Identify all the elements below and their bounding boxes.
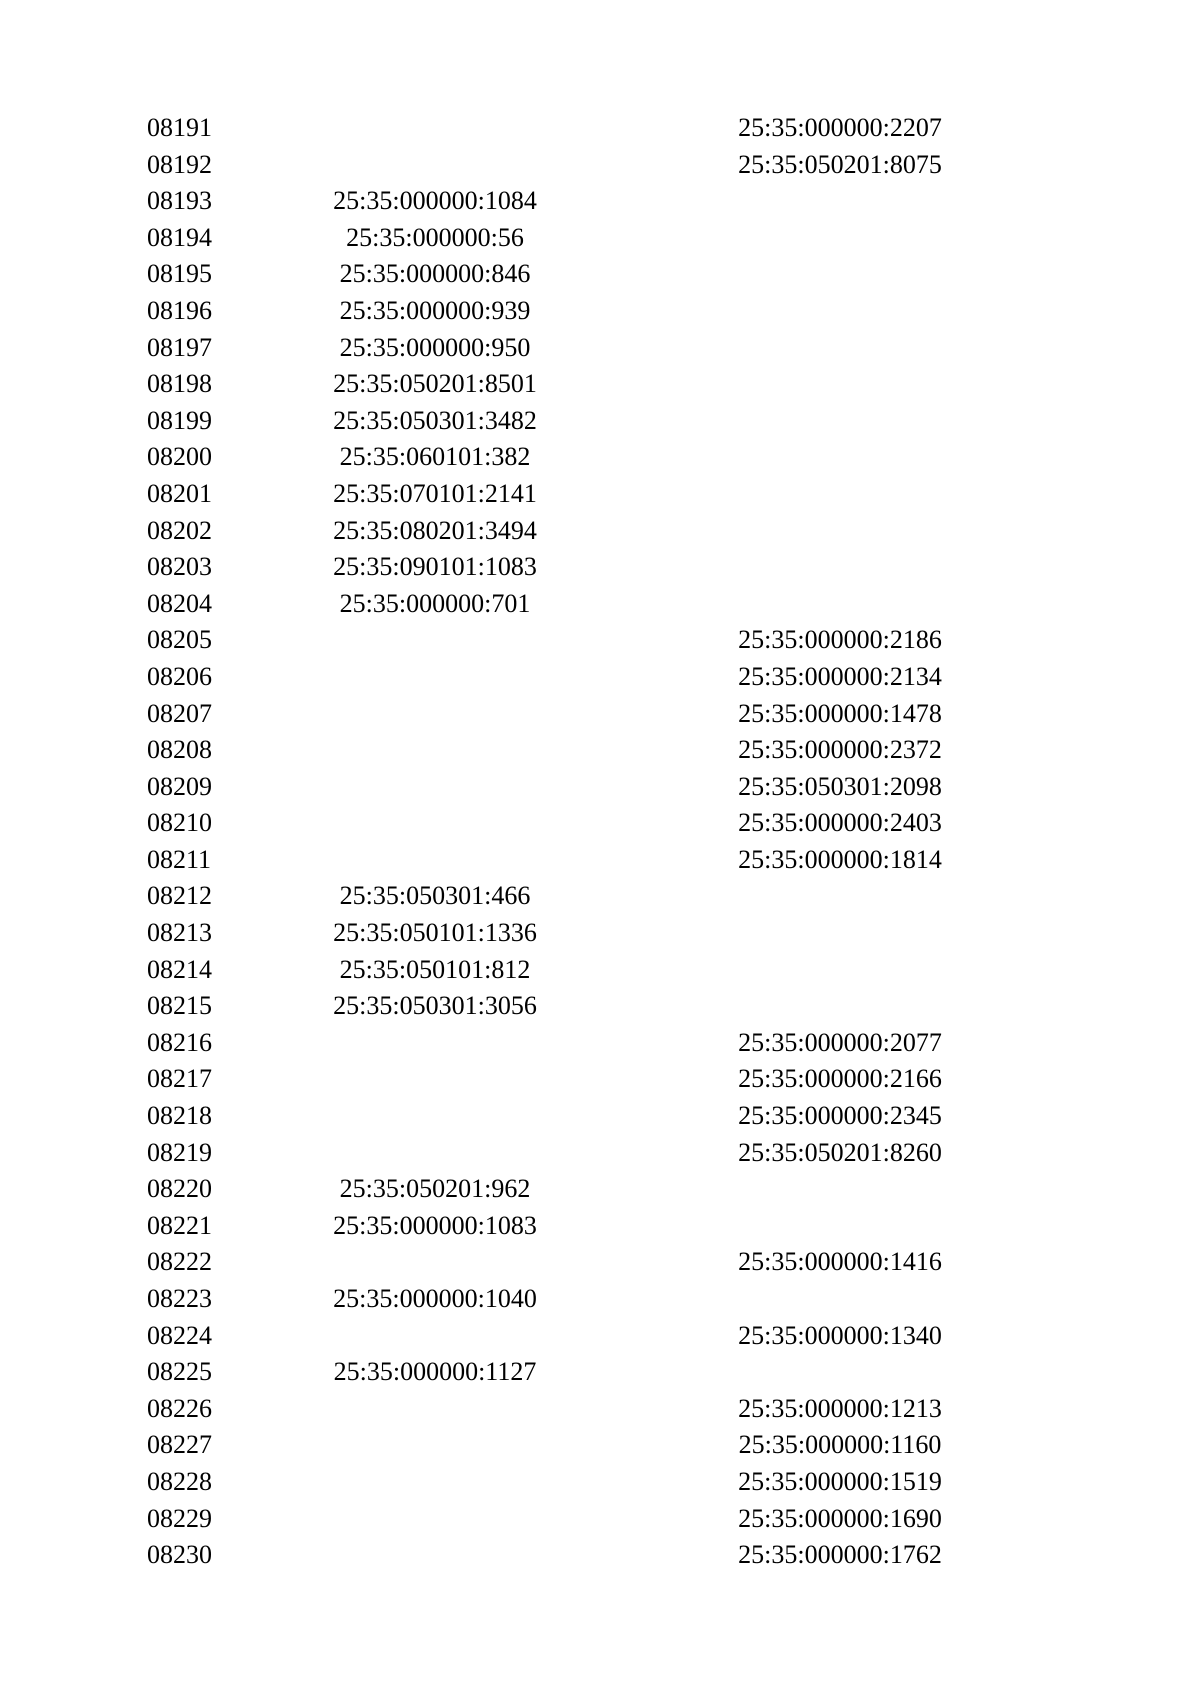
- table-row: [147, 220, 967, 257]
- column-spacer: [583, 513, 713, 550]
- column-spacer: [583, 1061, 713, 1098]
- table-row: [147, 549, 967, 586]
- column-spacer: [583, 1244, 713, 1281]
- table-row: [147, 1537, 967, 1574]
- cadastral-number-right: [713, 1208, 967, 1245]
- cadastral-number-left: [287, 659, 583, 696]
- table-body: [147, 110, 967, 1574]
- table-row: [147, 1281, 967, 1318]
- cadastral-number-right: 25:35:000000:1519: [738, 1466, 942, 1496]
- cadastral-number-right: 25:35:000000:1762: [738, 1540, 942, 1570]
- table-row: [147, 330, 967, 367]
- column-spacer: [583, 1427, 713, 1464]
- table-row: [147, 110, 967, 147]
- row-number: 08207: [147, 698, 212, 728]
- row-number: 08191: [147, 113, 212, 142]
- cadastral-number-left: 25:35:080201:3494: [333, 515, 537, 545]
- column-spacer: [583, 952, 713, 989]
- table-row: [147, 1098, 967, 1135]
- column-spacer: [583, 1098, 713, 1135]
- cadastral-number-right: 25:35:000000:2403: [738, 808, 942, 838]
- column-spacer: [583, 1464, 713, 1501]
- column-spacer: [583, 842, 713, 879]
- table-row: [147, 1061, 967, 1098]
- row-number: 08219: [147, 1137, 212, 1167]
- column-spacer: [583, 549, 713, 586]
- cadastral-number-left: [287, 1025, 583, 1062]
- row-number: 08195: [147, 259, 212, 289]
- cadastral-number-right: 25:35:050201:8075: [738, 149, 942, 179]
- table-row: [147, 256, 967, 293]
- cadastral-number-left: 25:35:000000:1127: [333, 1357, 537, 1387]
- cadastral-number-right: [713, 586, 967, 623]
- row-number: 08223: [147, 1284, 212, 1313]
- table-row: [147, 659, 967, 696]
- table-row: [147, 1427, 967, 1464]
- cadastral-number-left: 25:35:050301:3482: [333, 405, 537, 435]
- cadastral-number-right: [713, 549, 967, 586]
- row-number: 08217: [147, 1064, 212, 1094]
- column-spacer: [583, 1501, 713, 1538]
- column-spacer: [583, 805, 713, 842]
- cadastral-number-left: 25:35:000000:1040: [333, 1284, 537, 1313]
- column-spacer: [583, 878, 713, 915]
- cadastral-number-left: [287, 805, 583, 842]
- cadastral-number-right: 25:35:050201:8260: [738, 1137, 942, 1167]
- cadastral-number-left: [287, 622, 583, 659]
- table-row: [147, 293, 967, 330]
- cadastral-number-left: 25:35:000000:939: [339, 295, 531, 325]
- column-spacer: [583, 1135, 713, 1172]
- row-number: 08216: [147, 1027, 212, 1057]
- cadastral-number-left: [287, 1098, 583, 1135]
- cadastral-number-left: 25:35:050101:812: [339, 954, 531, 984]
- cadastral-number-left: [287, 732, 583, 769]
- table-row: [147, 439, 967, 476]
- cadastral-number-left: 25:35:090101:1083: [333, 552, 537, 582]
- cadastral-number-right: [713, 476, 967, 513]
- row-number: 08227: [147, 1430, 212, 1460]
- cadastral-number-right: 25:35:000000:2134: [738, 661, 942, 691]
- cadastral-number-right: 25:35:000000:2186: [738, 625, 942, 655]
- column-spacer: [583, 988, 713, 1025]
- table-row: [147, 1391, 967, 1428]
- table-row: [147, 403, 967, 440]
- column-spacer: [583, 256, 713, 293]
- cadastral-number-right: [713, 878, 967, 915]
- row-number: 08200: [147, 442, 212, 472]
- cadastral-number-right: 25:35:000000:1416: [738, 1247, 942, 1277]
- row-number: 08214: [147, 954, 212, 984]
- cadastral-number-left: [287, 1135, 583, 1172]
- cadastral-number-right: 25:35:000000:2207: [738, 113, 942, 142]
- table-row: [147, 1464, 967, 1501]
- cadastral-number-left: 25:35:050201:8501: [333, 369, 537, 399]
- cadastral-number-right: [713, 330, 967, 367]
- column-spacer: [583, 915, 713, 952]
- column-spacer: [583, 1281, 713, 1318]
- cadastral-number-left: [287, 1537, 583, 1574]
- row-number: 08206: [147, 661, 212, 691]
- table-row: [147, 147, 967, 184]
- row-number: 08226: [147, 1393, 212, 1423]
- row-number: 08218: [147, 1101, 212, 1131]
- table-row: [147, 1244, 967, 1281]
- table-row: [147, 1318, 967, 1355]
- cadastral-number-right: [713, 293, 967, 330]
- row-number: 08201: [147, 478, 212, 508]
- row-number: 08215: [147, 991, 212, 1021]
- column-spacer: [583, 1171, 713, 1208]
- table-row: [147, 366, 967, 403]
- row-number: 08222: [147, 1247, 212, 1277]
- table-row: [147, 1501, 967, 1538]
- cadastral-number-left: [287, 110, 583, 147]
- cadastral-number-right: 25:35:000000:2345: [738, 1101, 942, 1131]
- column-spacer: [583, 732, 713, 769]
- cadastral-number-right: 25:35:000000:1213: [738, 1393, 942, 1423]
- cadastral-number-left: 25:35:050101:1336: [333, 918, 537, 948]
- row-number: 08192: [147, 149, 212, 179]
- row-number: 08208: [147, 735, 212, 765]
- table-row: [147, 915, 967, 952]
- cadastral-number-left: 25:35:070101:2141: [333, 478, 537, 508]
- table-row: [147, 769, 967, 806]
- column-spacer: [583, 330, 713, 367]
- cadastral-number-right: [713, 988, 967, 1025]
- row-number: 08199: [147, 405, 212, 435]
- table-row: [147, 1208, 967, 1245]
- row-number: 08228: [147, 1466, 212, 1496]
- column-spacer: [583, 769, 713, 806]
- row-number: 08212: [147, 881, 212, 911]
- table-row: [147, 1171, 967, 1208]
- cadastral-number-right: [713, 220, 967, 257]
- table-row: [147, 1135, 967, 1172]
- table-row: [147, 842, 967, 879]
- cadastral-number-right: [713, 366, 967, 403]
- cadastral-number-left: [287, 696, 583, 733]
- row-number: 08229: [147, 1503, 212, 1533]
- cadastral-number-left: 25:35:000000:701: [339, 588, 531, 618]
- cadastral-number-left: 25:35:000000:56: [346, 222, 524, 252]
- cadastral-number-right: 25:35:000000:1478: [738, 698, 942, 728]
- column-spacer: [583, 586, 713, 623]
- column-spacer: [583, 220, 713, 257]
- row-number: 08196: [147, 295, 212, 325]
- cadastral-number-left: [287, 1464, 583, 1501]
- column-spacer: [583, 110, 713, 147]
- row-number: 08202: [147, 515, 212, 545]
- cadastral-number-right: 25:35:000000:2077: [738, 1027, 942, 1057]
- cadastral-number-right: 25:35:000000:1160: [738, 1430, 942, 1460]
- cadastral-number-left: 25:35:050201:962: [339, 1174, 531, 1204]
- row-number: 08205: [147, 625, 212, 655]
- cadastral-number-right: [713, 1281, 967, 1318]
- column-spacer: [583, 1025, 713, 1062]
- cadastral-number-left: 25:35:000000:950: [339, 332, 531, 362]
- cadastral-number-left: [287, 769, 583, 806]
- row-number: 08193: [147, 186, 212, 216]
- cadastral-number-left: [287, 1244, 583, 1281]
- column-spacer: [583, 1208, 713, 1245]
- cadastral-number-right: 25:35:050301:2098: [738, 771, 942, 801]
- cadastral-number-left: 25:35:060101:382: [339, 442, 531, 472]
- column-spacer: [583, 403, 713, 440]
- row-number: 08211: [147, 844, 212, 874]
- cadastral-number-left: [287, 1427, 583, 1464]
- table-row: [147, 1025, 967, 1062]
- column-spacer: [583, 1537, 713, 1574]
- row-number: 08210: [147, 808, 212, 838]
- cadastral-number-right: [713, 256, 967, 293]
- column-spacer: [583, 622, 713, 659]
- row-number: 08224: [147, 1320, 212, 1350]
- table-row: [147, 988, 967, 1025]
- column-spacer: [583, 1318, 713, 1355]
- row-number: 08194: [147, 222, 212, 252]
- table-row: [147, 878, 967, 915]
- cadastral-number-right: 25:35:000000:2372: [738, 735, 942, 765]
- table-row: [147, 952, 967, 989]
- cadastral-number-right: 25:35:000000:1814: [738, 844, 942, 874]
- table-row: [147, 183, 967, 220]
- row-number: 08203: [147, 552, 212, 582]
- cadastral-number-right: [713, 183, 967, 220]
- cadastral-number-right: 25:35:000000:2166: [738, 1064, 942, 1094]
- table-row: [147, 805, 967, 842]
- cadastral-number-right: [713, 403, 967, 440]
- table-row: [147, 513, 967, 550]
- cadastral-number-right: [713, 439, 967, 476]
- cadastral-number-left: 25:35:000000:1083: [333, 1210, 537, 1240]
- cadastral-number-left: [287, 1061, 583, 1098]
- cadastral-number-right: [713, 1171, 967, 1208]
- table-row: [147, 732, 967, 769]
- column-spacer: [583, 659, 713, 696]
- cadastral-number-right: 25:35:000000:1690: [738, 1503, 942, 1533]
- cadastral-number-left: 25:35:050301:466: [339, 881, 531, 911]
- column-spacer: [583, 476, 713, 513]
- cadastral-number-left: [287, 1501, 583, 1538]
- column-spacer: [583, 147, 713, 184]
- row-number: 08213: [147, 918, 212, 948]
- column-spacer: [583, 439, 713, 476]
- column-spacer: [583, 1391, 713, 1428]
- cadastral-number-left: [287, 1318, 583, 1355]
- column-spacer: [583, 696, 713, 733]
- column-spacer: [583, 1354, 713, 1391]
- cadastral-number-left: [287, 842, 583, 879]
- cadastral-number-right: [713, 952, 967, 989]
- row-number: 08198: [147, 369, 212, 399]
- row-number: 08230: [147, 1540, 212, 1570]
- row-number: 08220: [147, 1174, 212, 1204]
- cadastral-number-left: 25:35:000000:1084: [333, 186, 537, 216]
- row-number: 08209: [147, 771, 212, 801]
- cadastral-number-right: [713, 1354, 967, 1391]
- row-number: 08197: [147, 332, 212, 362]
- cadastral-number-left: 25:35:000000:846: [339, 259, 531, 289]
- cadastral-number-left: [287, 1391, 583, 1428]
- cadastral-number-right: [713, 513, 967, 550]
- row-number: 08221: [147, 1210, 212, 1240]
- table-row: [147, 696, 967, 733]
- cadastral-number-right: [713, 915, 967, 952]
- cadastral-number-left: 25:35:050301:3056: [333, 991, 537, 1021]
- column-spacer: [583, 183, 713, 220]
- column-spacer: [583, 293, 713, 330]
- table-row: [147, 586, 967, 623]
- column-spacer: [583, 366, 713, 403]
- table-row: [147, 1354, 967, 1391]
- cadastral-number-table: [147, 110, 967, 1574]
- row-number: 08204: [147, 588, 212, 618]
- cadastral-number-right: 25:35:000000:1340: [738, 1320, 942, 1350]
- cadastral-number-left: [287, 147, 583, 184]
- row-number: 08225: [147, 1357, 212, 1387]
- table-row: [147, 476, 967, 513]
- table-row: [147, 622, 967, 659]
